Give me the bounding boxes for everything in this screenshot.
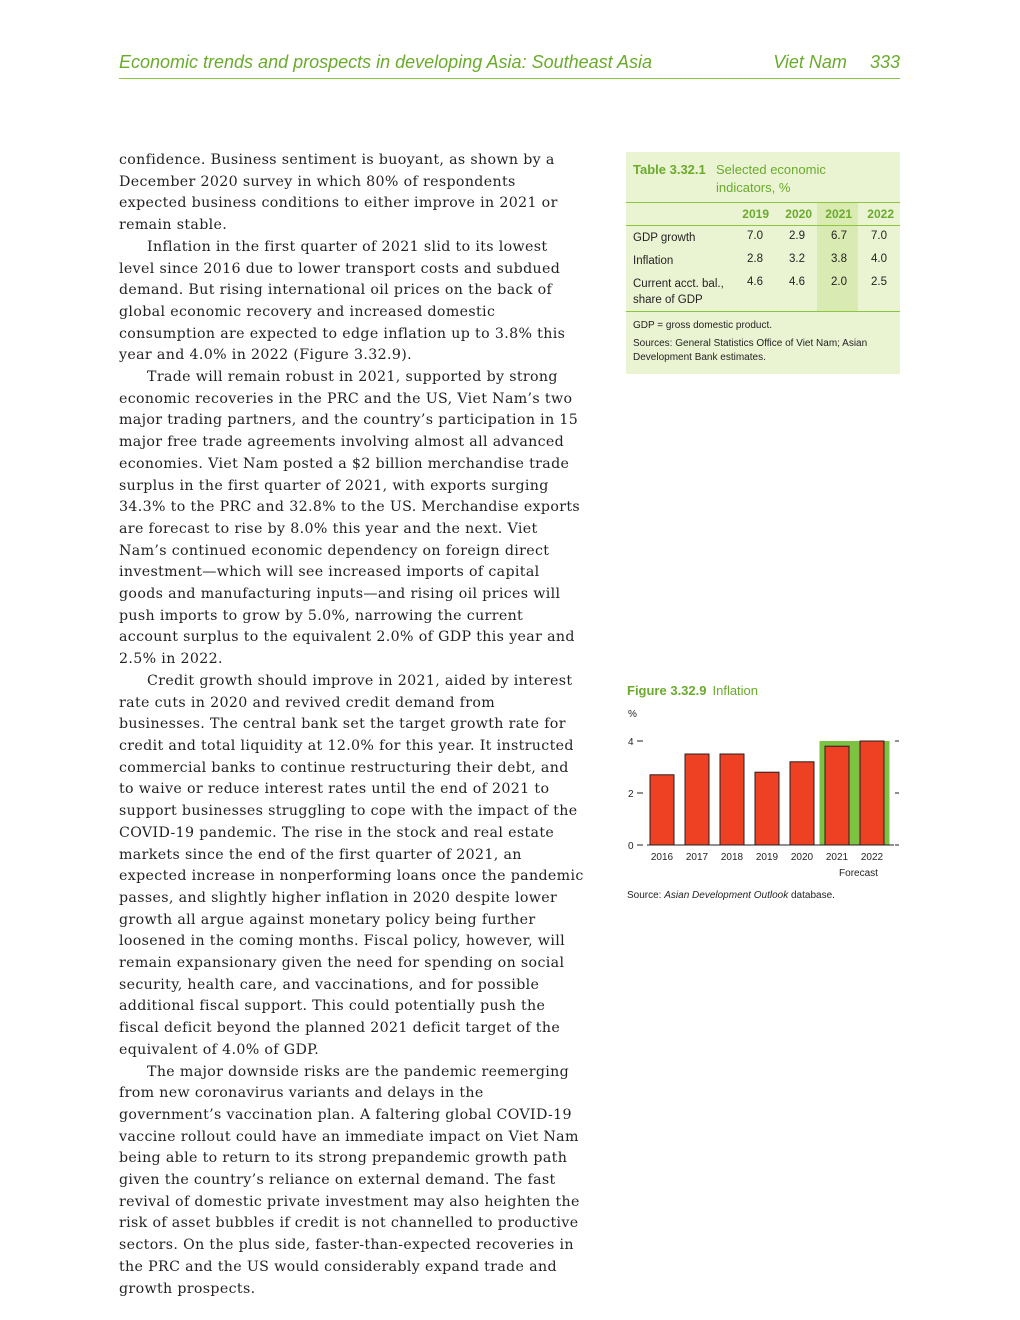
header-country: Viet Nam (773, 52, 847, 72)
x-tick-label: 2019 (755, 852, 779, 863)
year-header: 2022 (867, 207, 894, 221)
source-prefix: Source: (627, 890, 665, 901)
y-tick-label: 0 (628, 841, 634, 852)
paragraph: Inflation in the first quarter of 2021 slid to its lowest level since 2016 due to lower transport costs and subdued demand. But rising international oil prices on the back of global economic recovery and increased domestic consumption are expected to edge inflation up to 3.8% this year and 4.0% in 2022 (Figure 3.32.9). (119, 238, 566, 364)
y-tick-label: 4 (628, 737, 634, 748)
table-cell: 4.6 (747, 276, 763, 288)
table-rule (626, 202, 900, 203)
row-label: GDP growth (633, 232, 696, 244)
y-axis-label: % (628, 709, 637, 720)
table-note: GDP = gross domestic product. (633, 320, 773, 331)
row-label: Current acct. bal., share of GDP (633, 278, 724, 306)
y-tick-label: 2 (628, 789, 634, 800)
table-cell: 4.6 (789, 276, 805, 288)
indicators-table (626, 152, 900, 374)
x-tick-label: 2017 (685, 852, 709, 863)
paragraph: The major downside risks are the pandemic reemerging from new coronavirus variants and delays in the government’s vaccination plan. A faltering global COVID-19 vaccine rollout could have an immediate impact on Viet Nam being able to return to its strong prepandemic growth path given the country’s reliance on external demand. The fast revival of domestic private investment may also heighten the risk of asset bubbles if credit is not channelled to productive sectors. On the plus side, faster-than-expected recoveries in the PRC and the US would considerably expand trade and growth prospects. (119, 1063, 580, 1297)
bar-2019 (755, 772, 779, 845)
paragraph: Credit growth should improve in 2021, aided by interest rate cuts in 2020 and revived credit demand from businesses. The central bank set the target growth rate for credit and total liquidity at 12.0% for this year. It instructed commercial banks to continue restructuring their debt, and to waive or reduce interest rates until the end of 2021 to support businesses struggling to cope with the impact of the COVID-19 pandemic. The rise in the stock and real estate markets since the end of the first quarter of 2021, an expected increase in nonperforming loans once the pandemic passes, and slightly higher inflation in 2020 despite lower growth all argue against monetary policy being further loosened in the coming months. Fiscal policy, however, will remain expansionary given the need for spending on social security, health care, and vaccinations, and for possible additional fiscal support. This could potentially push the fiscal deficit beyond the planned 2021 deficit target of the equivalent of 4.0% of GDP. (119, 672, 584, 1058)
source-suffix: database. (788, 890, 835, 901)
table-cell: 6.7 (831, 230, 847, 242)
bar-2021 (825, 746, 849, 845)
bar-2016 (650, 775, 674, 845)
x-tick-label: 2021 (825, 852, 849, 863)
row-label: Inflation (633, 255, 674, 267)
paragraph: confidence. Business sentiment is buoyant, as shown by a December 2020 survey in which 80% of respondents expected business conditions to either improve in 2021 or remain stable. (119, 152, 558, 234)
source-italic: Asian Development Outlook (664, 890, 789, 901)
x-tick-label: 2018 (720, 852, 744, 863)
table-cell: 2.8 (747, 253, 763, 265)
table-cell: 2.0 (831, 276, 847, 288)
page-number: 333 (869, 52, 900, 72)
header-right (755, 52, 900, 73)
table-cell: 3.2 (789, 253, 805, 265)
figure-name: Inflation (712, 683, 759, 698)
body-text (119, 150, 585, 1300)
table-cell: 2.9 (789, 230, 805, 242)
figure-source (627, 890, 835, 901)
year-header: 2019 (742, 207, 769, 221)
figure-number: Figure 3.32.9 (627, 683, 707, 698)
bar-2018 (720, 754, 744, 845)
table-rule (626, 311, 900, 312)
table-cell: 3.8 (831, 253, 847, 265)
table-rule (626, 225, 900, 226)
x-tick-label: 2016 (650, 852, 674, 863)
x-tick-label: 2022 (860, 852, 884, 863)
x-tick-label: 2020 (790, 852, 814, 863)
header-title: Economic trends and prospects in developing Asia: Southeast Asia (119, 52, 652, 72)
table-sources: Sources: General Statistics Office of Viet Nam; Asian Development Bank estimates. (633, 338, 868, 363)
year-header: 2020 (785, 207, 812, 221)
bar-2017 (685, 754, 709, 845)
table-cell: 2.5 (871, 276, 887, 288)
bar-2020 (790, 762, 814, 845)
paragraph: Trade will remain robust in 2021, supported by strong economic recoveries in the PRC and the US, Viet Nam’s two major trading partners, and the country’s participation in 15 major free trade agreements involving almost all advanced economies. Viet Nam posted a $2 billion merchandise trade surplus in the first quarter of 2021, with exports surging 34.3% to the PRC and 32.8% to the US. Merchandise exports are forecast to rise by 8.0% this year and the next. Viet Nam’s continued economic dependency on foreign direct investment—which will see increased imports of capital goods and manufacturing inputs—and rising oil prices will push imports to grow by 5.0%, narrowing the current account surplus to the equivalent 2.0% of GDP this year and 2.5% in 2022. (119, 369, 581, 668)
inflation-chart (620, 700, 900, 885)
table-number: Table 3.32.1 (633, 162, 706, 177)
running-header (119, 50, 900, 79)
forecast-label: Forecast (839, 868, 878, 879)
year-header: 2021 (825, 207, 852, 221)
bar-2022 (860, 741, 884, 845)
figure-title (627, 683, 758, 698)
table-cell: 7.0 (747, 230, 763, 242)
table-name: Selected economic indicators, % (716, 162, 826, 195)
table-cell: 7.0 (871, 230, 887, 242)
table-cell: 4.0 (871, 253, 887, 265)
